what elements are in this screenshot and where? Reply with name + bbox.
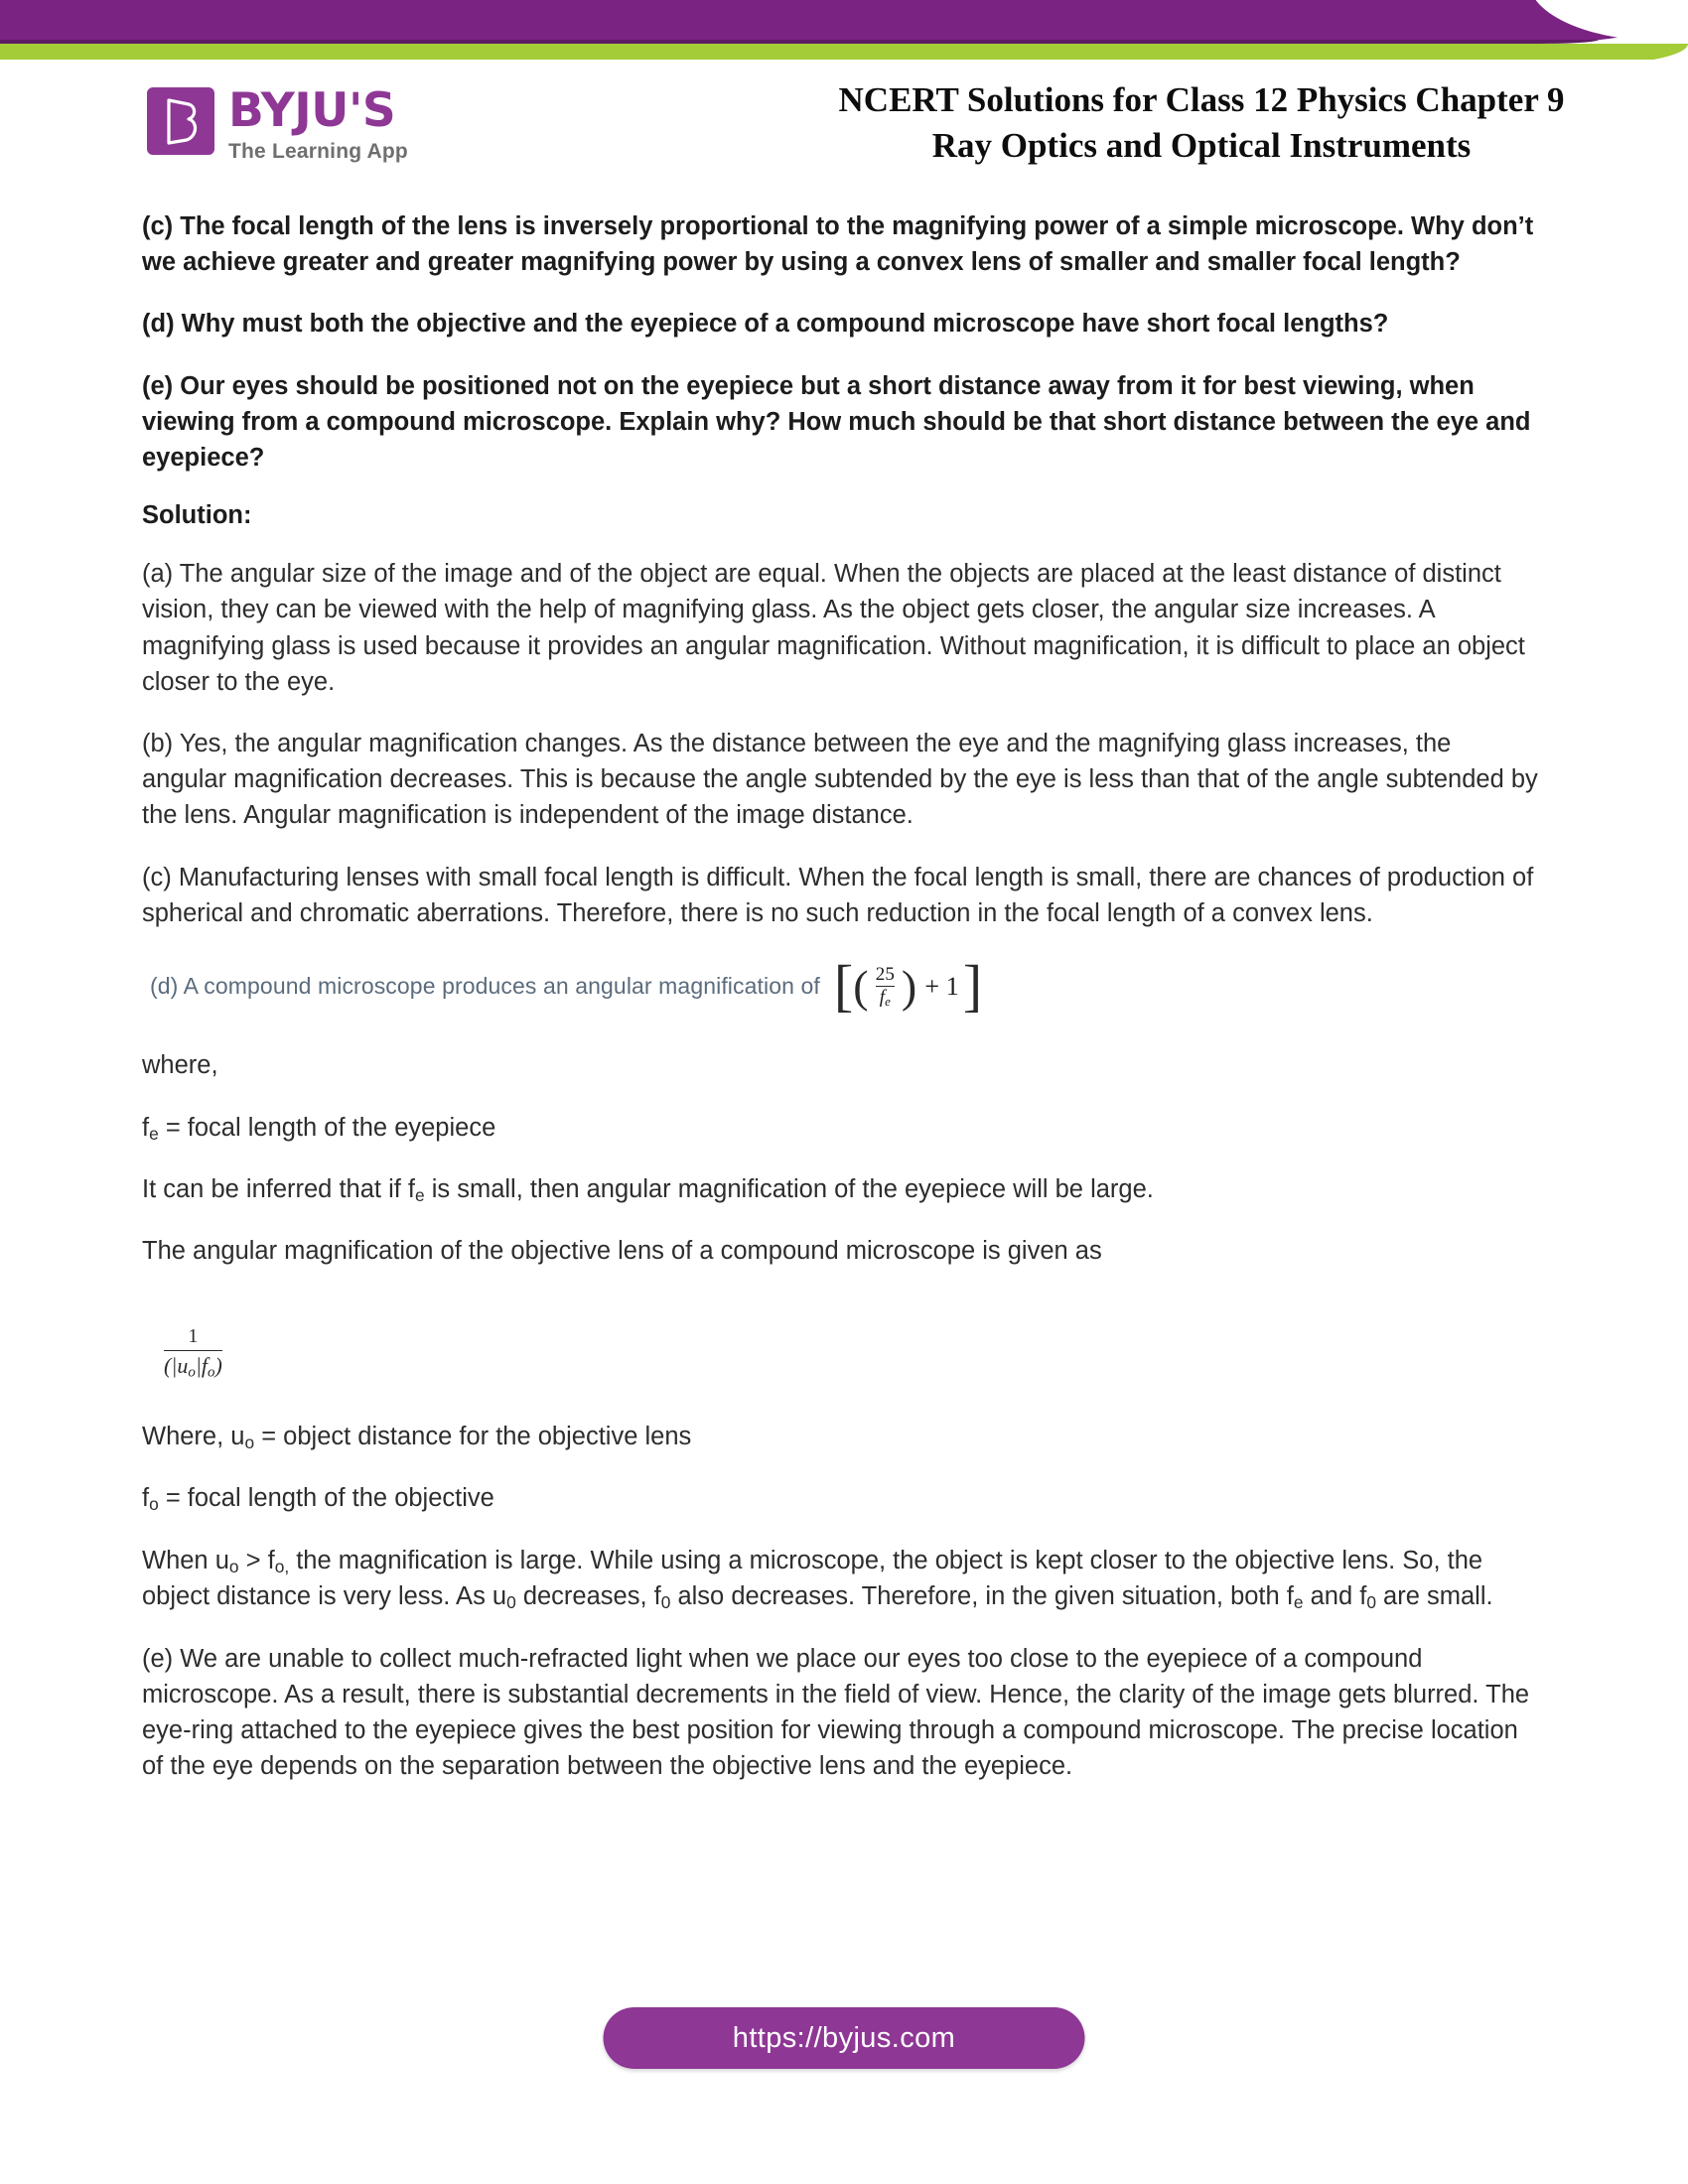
document-body xyxy=(142,208,1542,1811)
den-mid-bar: | xyxy=(195,1352,202,1378)
when-s3-sub: 0 xyxy=(506,1592,516,1613)
logo-brand-text: BYJU'S xyxy=(228,83,396,138)
fo-sub: o xyxy=(149,1494,159,1515)
page-title xyxy=(755,77,1648,168)
formula-d-label: (d) A compound microscope produces an angular magnification of xyxy=(150,973,820,1000)
uo-definition xyxy=(142,1419,1542,1454)
when-s3: the magnification is large. While using a microscope, the object is kept closer to the objective lens. So, the object distance is very less. As u xyxy=(142,1546,1483,1611)
when-s2: > f xyxy=(238,1546,275,1574)
fe-base: f xyxy=(142,1113,150,1142)
answer-c: (c) Manufacturing lenses with small focal length is difficult. When the focal length is small, there are chances of production of spherical and chromatic aberrations. Therefore, there is no such reduction in the focal length of a convex lens. xyxy=(142,863,1534,927)
header-decorative-bands xyxy=(0,0,1688,60)
logo-tagline: The Learning App xyxy=(228,140,408,163)
fo-base: f xyxy=(142,1484,150,1513)
uo-sub: o xyxy=(244,1432,255,1452)
when-s4-sub: 0 xyxy=(660,1592,671,1613)
uo-post: = object distance for the objective lens xyxy=(254,1422,692,1450)
den-f: f xyxy=(201,1352,209,1378)
when-s1: When u xyxy=(142,1546,229,1574)
question-d: (d) Why must both the objective and the eyepiece of a compound microscope have short focal lengths? xyxy=(142,310,1389,339)
inferred-sub: e xyxy=(414,1184,425,1205)
formula-d-fraction xyxy=(872,965,899,1008)
formula-d-plus-one: + 1 xyxy=(924,971,959,1001)
objective-magnification-line: The angular magnification of the objective lens of a compound microscope is given as xyxy=(142,1237,1102,1266)
page-title-line-1: NCERT Solutions for Class 12 Physics Chapter 9 xyxy=(838,80,1565,119)
formula-d-expression xyxy=(833,953,983,1019)
inferred-post: is small, then angular magnification of the eyepiece will be large. xyxy=(424,1175,1154,1204)
den-f-sub: o xyxy=(208,1363,215,1380)
logo-b-letter-icon xyxy=(147,87,214,155)
formula-d-numerator: 25 xyxy=(875,964,895,986)
formula-d-open-paren: ( xyxy=(853,960,869,1012)
solution-heading: Solution: xyxy=(142,501,252,530)
when-s1-sub: o xyxy=(228,1556,239,1576)
formula-d-open-bracket: [ xyxy=(833,953,854,1019)
fo-rest: = focal length of the objective xyxy=(158,1484,494,1513)
when-s2-sub: o, xyxy=(274,1556,290,1576)
fe-rest: = focal length of the eyepiece xyxy=(158,1113,496,1142)
byjus-logo-mark-icon xyxy=(147,87,214,155)
fe-definition xyxy=(142,1110,1542,1146)
answer-a: (a) The angular size of the image and of the object are equal. When the objects are placed at the least distance of distinct vision, they can be viewed with the help of magnifying glass. As the object gets closer, the angular size increases. A magnifying glass is used because it provides an angular magnification. Without magnification, it is difficult to place an object closer to the eye. xyxy=(142,560,1525,696)
formula-d-den-sub: e xyxy=(885,993,891,1009)
den-u-sub: o xyxy=(188,1363,196,1380)
formula-d-den-base: f xyxy=(879,986,886,1008)
inferred-statement xyxy=(142,1171,1542,1207)
answer-b: (b) Yes, the angular magnification changes. As the distance between the eye and the magnifying glass increases, the angular magnification decreases. This is because the angle subtended by the eye is less than that of the angle subtended by the lens. Angular magnification is independent of the image distance. xyxy=(142,730,1538,830)
formula-objective-magnification xyxy=(164,1325,222,1381)
when-s4: decreases, f xyxy=(515,1582,661,1611)
answer-e: (e) We are unable to collect much-refracted light when we place our eyes too close to the eyepiece of a compound microscope. As a result, there is substantial decrements in the field of view. Hence, the clarity of the image gets blurred. The eye-ring attached to the eyepiece gives the best position for viewing through a compound microscope. The precise location of the eye depends on the separation between the objective lens and the eyepiece. xyxy=(142,1644,1530,1781)
byjus-logo[interactable] xyxy=(147,83,408,163)
when-s6: and f xyxy=(1303,1582,1367,1611)
header-purple-band xyxy=(0,0,1688,42)
header-green-band xyxy=(0,44,1688,60)
formula-line-d xyxy=(150,953,1542,1019)
den-open-paren: (| xyxy=(164,1352,178,1378)
page-title-line-2: Ray Optics and Optical Instruments xyxy=(931,125,1472,165)
when-uo-paragraph xyxy=(142,1543,1542,1615)
when-s6-sub: 0 xyxy=(1366,1592,1376,1613)
formula-objective-denominator xyxy=(164,1350,222,1381)
formula-objective-numerator: 1 xyxy=(188,1324,199,1347)
den-close-paren: ) xyxy=(214,1352,222,1378)
inferred-pre: It can be inferred that if f xyxy=(142,1175,415,1204)
uo-pre: Where, u xyxy=(142,1422,245,1450)
when-s5-sub: e xyxy=(1293,1592,1304,1613)
fe-sub: e xyxy=(149,1123,159,1144)
formula-d-close-paren: ) xyxy=(901,960,917,1012)
question-e: (e) Our eyes should be positioned not on the eyepiece but a short distance away from it for best viewing, when viewing from a compound microscope. Explain why? How much should be that short distance between the eye and eyepiece? xyxy=(142,371,1531,473)
formula-d-denominator xyxy=(876,986,895,1008)
footer-url-text: https://byjus.com xyxy=(732,2021,956,2054)
where-label: where, xyxy=(142,1051,218,1080)
when-s7: are small. xyxy=(1375,1582,1493,1611)
when-s5: also decreases. Therefore, in the given situation, both f xyxy=(670,1582,1294,1611)
formula-d-close-bracket: ] xyxy=(962,953,983,1019)
footer-url-button[interactable] xyxy=(604,2007,1085,2069)
fo-definition xyxy=(142,1480,1542,1516)
den-u: u xyxy=(177,1352,189,1378)
question-c: (c) The focal length of the lens is inversely proportional to the magnifying power of a simple microscope. Why don’t we achieve greater and greater magnifying power by using a convex lens of smaller and smaller focal length? xyxy=(142,212,1534,277)
